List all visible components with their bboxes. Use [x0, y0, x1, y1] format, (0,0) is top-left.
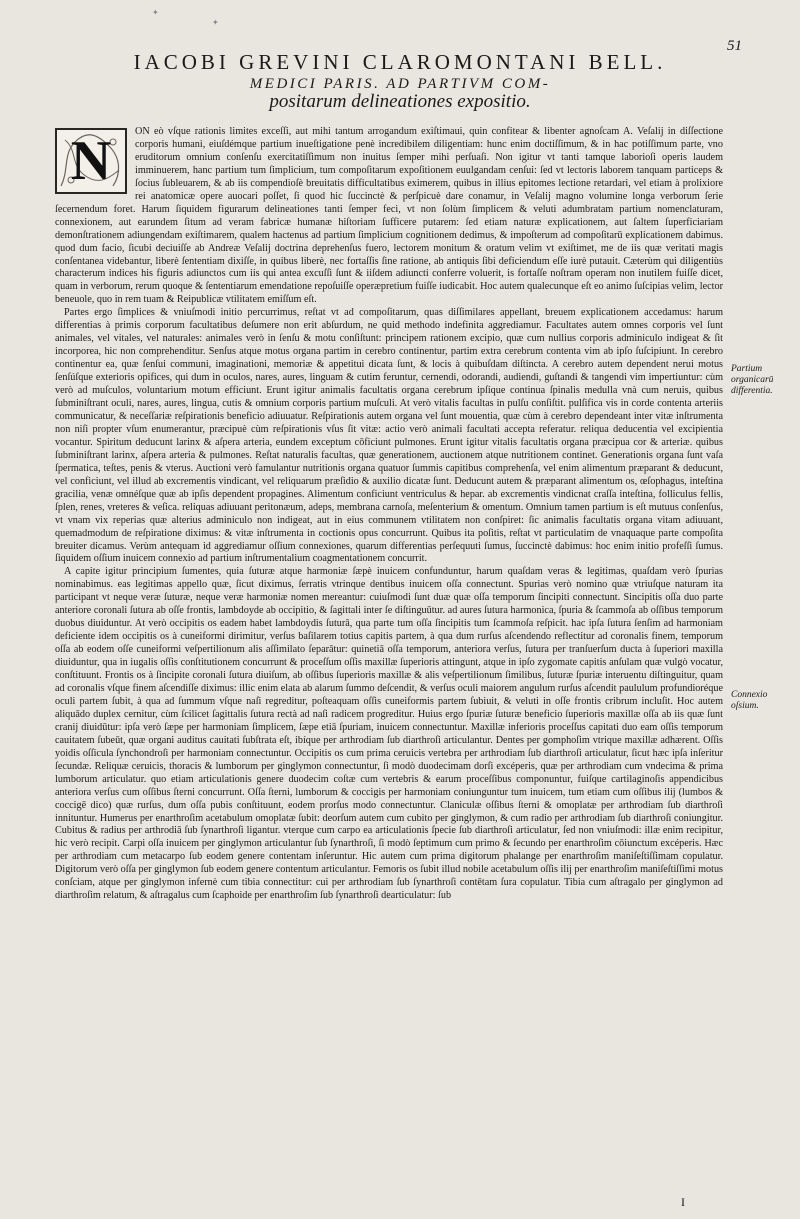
initial-letter: N: [70, 130, 112, 192]
paragraph-parts: Partes ergo ſimplices & vniuſmodi initio percurrimus, reſtat vt ad compoſitarum, quas diſſimilares appellant, breuem explicationem accedamus: harum differentias à primis corporum facultatibus deſumere non erit abſurdum, ne quid methodo indefinita aggrediamur. Facultates autem omnes corporis vel ſunt animales, vel vitales, vel naturales: animales verò in ſenſu & motu conſiſtunt: principem rationem excipio, quæ cum nullius corporis adminiculo indigeat & ſit incorporea, hic non comprehenditur. Senſus atque motus organa partim in cerebro continentur, partim extra cerebrum contenta vim ab ipſo ſuſcipiunt. In cerebro continentur ea, quæ ſenſui communi, imaginationi, memoriæ & appetitui dicata ſunt, & locis à quibuſdam diſtincta. A cerebro autem dependent nerui motus ſenſúſque exterioris opifices, qui dum in oculos, nares, aures, linguam & cutim feruntur, cernendi, odorandi, audiendi, guſtandi & tangendi vim impertiuntur: cùm verò ad muſculos, voluntarium motum efficiunt. Erunt igitur animalis facultatis organa cerebrum ipſíque continua ſpinalis medulla vnà cum neruis, quibus ſubminiſtrant oculi, nares, aures, lingua, cutis & omnium corporis partium muſculi. At verò vitalis facultas in pulſu conſiſtit. pulſifica vis in corde contenta arteriis communicatur, & neceſſariæ reſpirationis beneficio adiuuatur. Reſpirationis autem organa vel ſunt mouentia, quæ cùm à cerebro dependeant inter vitæ inſtrumenta non niſi propter vſum enumerantur, præcipuè cùm reſpirationis vſus ſit vitæ: actio verò animali facultati accepta referatur. reliqua deducentia vel excipientia vocantur. Spiritum deducunt larinx & aſpera arteria, eundem exceptum cōficiunt pulmones. Erunt igitur vitalis facultatis organa præcipua cor & arteriæ. quibus ſubminiſtrant larinx, aſpera arteria & pulmones. Reſtat naturalis facultas, quæ generationem, auctionem atque nutritionem continet. Generationis organa ſunt vaſa ſpermatica, teſtes, penis & vterus. Auctioni verò famulantur nutritionis organa quatuor ſummis capitibus comprehenſa, vel enim alimentum præparant & deducunt, vel conficiunt, vel illud ab excrementis vindicant, vel reliquarum præſidio & auxilio dicatæ ſunt. Deducunt autem & præparant alimentum os, œſophagus, inteſtina gracilia, venæ omnéſque quæ ab ipſis dependent propagines. Alimentum conficiunt ventriculus & hepar. ab excrementis vindicnat craſſa inteſtina, folliculus fellis, ſplen, renes, vreteres & veſica. reliquas adiuuant peritonæum, adeps, membrana carnoſa, meſenterium & omentum. Omnium tamen partium is eſt mutuus conſenſus, vt vnam vix reperias quæ alterius adminiculo non indigeat, aut in eius communem vtilitatem non conſpiret: ſic animalis facultatis organa vitam adiuuant, quemadmodum de reſpiratione diximus: & vitæ inſtrumenta in coctionis opus concurrunt. Quibus ita poſitis, reſtat vt particulatim de vnaquaque parte compoſita breuiter dicamus. Verùm antequam id aggrediamur oſſium connexiones, quarum differentias perſequuti ſumus, ſuccinctè dabimus: hoc enim initio profeſſi ſumus. ſiquidem oſſium inuicem connexio ad partium inſtrumentalium coagmentationem concurrit.: [55, 307, 723, 565]
page-number: 51: [727, 38, 742, 54]
paragraph-connexions: A capite igitur principium ſumentes, quia ſuturæ atque harmoniæ ſæpè inuicem confunduntur, harum quaſdam veras & legitimas, quaſdam verò ſpurias nominabimus. eas legitimas appello quæ, ſicut diximus, ſerratis vtrinque dentibus inuicem oſſa connectunt. Spurias verò nomino quæ vtriuſque naturam ita participant vt neque veræ ſuturæ, neque veræ harmoniæ nomen mereantur: cuiuſmodi ſunt duæ quæ oſſa temporum ſincipiti connectunt. Sincipitis oſſa duo parte anteriore coronali ſutura ab oſſe frontis, lambdoyde ab occipitio, & ſagittali inter ſe diſtinguūtur. ad aures ſutura harmonica, ſpuria & ſcammoſa ab oſſibus temporum duobus diuiduntur. At verò occipitis os eadem habet lambdoydis ſuturā, qua parte tum oſſa ſincipitis tum ſcammoſa reſpicit. hac ipſa ſutura ſenſim ad harmoniam deficiente idem occipitis os à cuneiformi dirimitur, verſus baſilarem totius capitis partem, à qua dum rurſus aſcendendo reflectitur ad coronalis finem, temporum oſſa ab eodem oſſe cuneiformi veſpertilionum alis aſſimilato ſeparātur: quinetiā oſſa temporum, anteriora verſus, ſutura per tranſuerſum ducta à ſuperiori maxilla diuiduntur, qua in iugalis oſſis conſtitutionem concurrunt & proceſſum oſſis maxillæ ſuperioris attingunt, atque in ipſo zygomate capitis anſulam quæ vulgò vocatur, conſtituunt. Frontis os à ſincipite coronali ſutura diuiſum, ab oſſibus ſuperioris maxillæ & alis veſpertilionum ſimilibus, ſuturæ ſpuriæ interuentu diſtinguitur, quam ad coronalis vſque finem aſcendiſſe diximus: illic enim elata ab alarum ſummo deſcendit, & verſus oculi maiorem angulum rurſus aſcendit paululum profundioréque oculi partem ſubit, à qua ad ſummum vſque naſi regreditur, poſteaquam oſſis cuneiformis partem ſubiuit, & veluti in oſſe frontis cribrum incluſit. Hoc autem aliquādo duplex cernitur, cùm ſcilicet ſagittalis ſutura rectà ad naſi radicem progreditur. Huius ergo ſpuriæ ſuturæ beneficio ſuperioris maxillæ oſſa ab iis quæ ſunt cranij diuidūtur: ipſa verò ſæpe per harmoniam ſimplicem, ſæpe etiā ſpuriam, inuicem connectuntur. Maxillæ inferioris proceſſus capitati duo eam oſſis temporum cauitatem ſubeūt, quæ organi auditus cauitati ſubſtrata eſt, ibíque per arthrodiam ſub diarthroſi articulantur. Dentes per gomphoſim vtrique maxillæ adhærent. Oſſis yoidis oſſicula ſynchondroſi per harmoniam connectuntur. Occipitis os cum prima ceruicis vertebra per arthrodiam ſub diarthroſi articulatur, ſicut hæc ipſa inſeritur ſecundæ. Reliquæ ceruicis, thoracis & lumborum per ginglymon connectuntur, ſi modò duodecimam dorſi excéperis, quæ per arthrodiam cum vndecima & prima lumborum articulatur. quo etiam articulationis genere duodecim coſtæ cum vertebris & earum proceſſibus componuntur, fuiſque cartilaginoſis appendicibus anteriora verſus cum oſſibus ſterni concurrunt. Oſſa ſterni, lumborum & coccigis per harmoniam coniunguntur tum inuicem, tum etiam cum oſſibus ilij (lumbos & coccigē dico) quæ rurſus, dum oſſa pubis conſtituunt, eodem prorſus modo connectuntur. Claniculæ oſſibus ſterni & omoplatæ per arthrodiam ſub diarthroſi innituntur. Humerus per enarthroſim acetabulum omoplatæ ſubit: deorſum autem cum cubito per ginglymon, & cum radio per arthrodiam ſub diarthroſi coniungitur. Cubitus & radius per arthrodiā ſub ſynarthroſi ligantur. vterque cum carpo ea articulationis ſpecie ſub diarthroſi articulatur, ſed non vniuſmodi: illæ enim recipitur, hic verò recipit. Carpi oſſa inuicem per ginglymon articulantur ſub ſynarthroſi, ſi modò ſeptimum cum primo & ſecundo per enarthroſim cōiunctum excéperis. Hæc per arthrodiam cum metacarpo ſub eodem genere contentam inſeruntur. Hic autem cum prima digitorum phalange per enarthroſim maniſeſtiſſimam copulatur. Digitorum verò oſſa per ginglymon ſub eodem genere contentum articulantur. Femoris os ſubit illud nobile acetabulum oſſis ilij per enarthroſim maniſeſtiſſimi motus conſciam, atque per ginglymon infernè cum tibia connectitur: cui per arthrodiam ſub ſynarthroſi contētam ſura copulatur. Tibia cum aſtragalo per ginglymon ad diarthroſim relatum, & aſtragalus cum ſcaphoide per enarthroſim ſub ſynarthroſi dearticulatur: ſub: [55, 566, 723, 902]
signature-mark: I: [681, 1195, 685, 1209]
paragraph-intro: ON eò vſque rationis limites exceſſi, aut mihi tantum arrogandum exiſtimaui, quin confitear & libenter agnoſcam A. Veſalij in diſſectione corporis humani, eiuſdémque partium inueſtigatione penè incredibilem diligentiam: hunc enim doctiſſimum, & in hac potiſſimum parte, vno eruditorum omnium conſenſu exercitatiſſimum non inuitus ſemper mihi perſuaſi. Non igitur vt tanti tamque laborioſi operis laudem imminuerem, hanc partium tum ſimplicium, tum compoſitarum expoſitionem euulgandam cenſui: ſed vt lectoris laborem tanquam particeps & ſocius ſubleuarem, & ab iis compendioſè breuitatis difficultatibus eximerem, quibus in illius epitomes lectione retardari, vel etiam à prolixiore rei anatomicæ opere auocari poſſet, ſi quod hic ſuccinctè & perſpicuè dare conamur, in Veſalij magno volumine longa verborum ſerie ſecernendum foret. Harum ſiquidem figurarum delineationes tanti ſemper feci, vt non ſolùm ſimplicem & veluti adumbratam partium nomenclaturam, connexionem, aut earundem ſitum ad veram fabricæ humanæ hiſtoriam ſufficere putarem: ſed etiam naturæ explicationem, aut ſaltem ſuperficiariam demonſtrationem adiungendam exiſtimarem, qualem hactenus ad partium ſimplicium cognitionem dedimus, & impoſterum ad compoſitarū explicationem dabimus. quod dum facio, ſicubi deciuiſſe ab Andreæ Veſalij doctrina deprehenſus fuero, lectorem monitum & oratum velim vt exiſtimet, me de iis quæ veritati magis conſentanea videbantur, liberè ſententiam dixiſſe, in quibus liberè, nec fortaſſis ſine ratione, ab antiquis ſibi deficiendum eſſe iurè putauit. Cæterùm qui diligentiùs characterum indices his figuris adiunctos cum iis qui antea excuſſi ſunt & iiſdem adiuncti conferre voluerit, is fortaſſe noſtram operam non inutilem fuiſſe dicet, quam in verborum, rerum quoque & ſententiarum emendatione repoſuiſſe operæpretium fuiſſe iudicabit. Hoc autem qualecunque eſt eo animo ſuſcipias velim, lector beneuole, quo in rem tuam & Reipublicæ vtilitatem emiſſum eſt.: [55, 126, 723, 306]
decorated-initial: [55, 128, 127, 194]
body-text: [55, 126, 723, 903]
margin-note-partium: Partium organicarū differentia.: [731, 364, 774, 396]
margin-note-connexio: Connexio oſsium.: [731, 690, 768, 711]
page-title-line-1: IACOBI GREVINI CLAROMONTANI BELL.: [133, 50, 667, 74]
page-title-line-2: MEDICI PARIS. AD PARTIVM COM-: [249, 76, 551, 92]
page-title-line-3: positarum delineationes expositio.: [269, 91, 531, 112]
print-speck: ✦: [152, 8, 159, 17]
print-speck: ✦: [212, 18, 219, 27]
